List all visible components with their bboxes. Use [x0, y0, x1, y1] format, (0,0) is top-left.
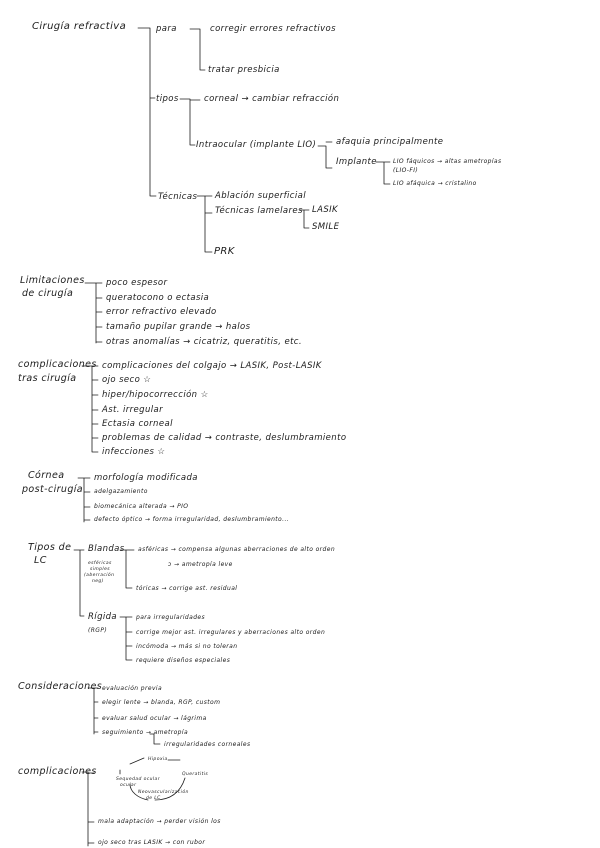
heading-limitaciones: Limitaciones [20, 275, 85, 286]
node-cornea: corneal → cambiar refracción [204, 94, 340, 104]
node-sequedad: ocular [120, 783, 137, 788]
heading-tipos-de: Tipos de [28, 542, 72, 553]
node-ablacion: Ablación superficial [215, 191, 306, 201]
node-esfericas: neg) [92, 579, 104, 584]
node-afaquia: afaquia principalmente [336, 137, 444, 147]
consideration-item: evaluar salud ocular → lágrima [102, 715, 207, 722]
node-lio-afaquica: LIO afáquica → cristalino [393, 180, 477, 187]
complication-item: complicaciones del colgajo → LASIK, Post-LASIK [102, 361, 322, 371]
limitation-item: error refractivo elevado [106, 307, 217, 317]
node-neovascularizacion: de LC [146, 796, 161, 801]
consideration-item: seguimiento → ametropía [102, 729, 189, 736]
complication-lc-item: mala adaptación → perder visión los [98, 818, 221, 825]
complication-lc-item: ojo seco tras LASIK → con rubor [98, 839, 206, 846]
heading-post-cirugia: post-cirugía [22, 484, 84, 495]
node-toricas: tóricas → corrige ast. residual [136, 585, 238, 592]
cornea-item: biomecánica alterada → PIO [94, 503, 189, 510]
node-asfericas: asféricas → compensa algunas aberraciones de alto orden [138, 546, 336, 553]
heading-complicaciones: complicaciones [18, 359, 97, 370]
node-tratar: tratar presbicia [208, 65, 280, 75]
cornea-item: morfología modificada [94, 473, 198, 483]
node-para: para [156, 24, 177, 34]
node-asfericas-note: ↄ → ametropía leve [168, 561, 233, 568]
complication-item: Ectasia corneal [102, 419, 173, 429]
node-rgp: (RGP) [88, 627, 108, 634]
node-queratitis: Queratitis [182, 772, 209, 777]
node-esfericas: esféricas [88, 561, 112, 566]
node-lio-faquicos: LIO fáquicos → altas ametropías [393, 158, 502, 165]
node-blandas: Blandas [88, 544, 125, 554]
node-lasik: LASIK [312, 205, 339, 215]
heading-de-cirugia: de cirugía [22, 288, 74, 299]
consideration-item: evaluación previa [102, 685, 163, 692]
node-lio-fi: (LIO-FI) [393, 167, 419, 174]
heading-cornea: Córnea [28, 470, 65, 481]
node-esfericas: simples [90, 567, 110, 572]
complication-item: Ast. irregular [102, 405, 164, 415]
heading-lc: LC [34, 555, 47, 566]
complication-item: infecciones ☆ [102, 447, 166, 457]
heading-cirugia-refractiva: Cirugía refractiva [32, 21, 127, 32]
complication-item: ojo seco ☆ [102, 375, 152, 385]
node-rigida: Rígida [88, 612, 118, 622]
heading-tras-cirugia: tras cirugía [18, 373, 77, 384]
node-intraocular: Intraocular (implante LIO) [196, 140, 317, 150]
cornea-item: defecto óptico → forma irregularidad, deslumbramiento... [94, 516, 290, 523]
node-smile: SMILE [312, 222, 340, 232]
rigid-item: requiere diseños especiales [136, 657, 231, 664]
cornea-item: adelgazamiento [94, 488, 148, 495]
complication-item: hiper/hipocorrección ☆ [102, 390, 209, 400]
limitation-item: otras anomalías → cicatriz, queratitis, etc. [106, 337, 302, 347]
node-hipoxia: Hipoxia [148, 757, 168, 762]
node-neovascularizacion: Neovascularización [138, 790, 189, 795]
heading-complicaciones-lc: complicaciones [18, 766, 97, 777]
node-tipos: tipos [156, 94, 179, 104]
rigid-item: para irregularidades [136, 614, 206, 621]
node-lamelares: Técnicas lamelares [215, 206, 303, 216]
node-sequedad: Sequedad ocular [116, 777, 160, 782]
node-esfericas: (aberración [84, 573, 115, 578]
limitation-item: tamaño pupilar grande → halos [106, 322, 251, 332]
limitation-item: queratocono o ectasia [106, 293, 210, 303]
consideration-item: elegir lente → blanda, RGP, custom [102, 699, 221, 706]
node-tecnicas: Técnicas [158, 192, 198, 202]
node-implante: Implante [336, 157, 377, 167]
heading-consideraciones: Consideraciones [18, 681, 103, 692]
complication-item: problemas de calidad → contraste, deslumbramiento [102, 433, 347, 443]
node-corregir: corregir errores refractivos [210, 24, 336, 34]
node-prk: PRK [214, 246, 235, 257]
rigid-item: incómoda → más si no toleran [136, 643, 238, 650]
consideration-subitem: irregularidades corneales [164, 741, 251, 748]
rigid-item: corrige mejor ast. irregulares y aberraciones alto orden [136, 629, 326, 636]
limitation-item: poco espesor [106, 278, 168, 288]
